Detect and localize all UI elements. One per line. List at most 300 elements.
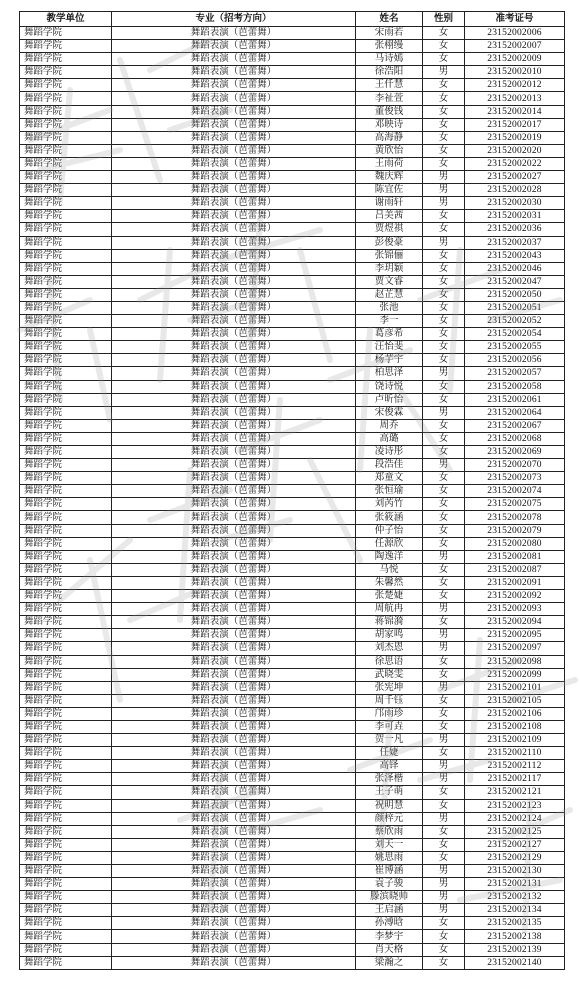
cell-name: 柏思泽 [356,367,423,380]
cell-name: 李祉萱 [356,92,423,105]
table-row [20,40,565,53]
cell-gender: 女 [423,157,465,170]
cell-unit: 舞蹈学院 [20,563,112,576]
cell-unit: 舞蹈学院 [20,917,112,930]
cell-exam-number: 23152002009 [465,53,565,66]
cell-unit: 舞蹈学院 [20,760,112,773]
cell-unit: 舞蹈学院 [20,616,112,629]
cell-exam-number: 23152002056 [465,354,565,367]
table-row [20,760,565,773]
cell-major: 舞蹈表演（芭蕾舞） [112,262,356,275]
table-row [20,668,565,681]
cell-gender: 女 [423,707,465,720]
table-row [20,157,565,170]
cell-exam-number: 23152002108 [465,720,565,733]
table-row [20,53,565,66]
table-row [20,865,565,878]
table-row [20,616,565,629]
table-row [20,275,565,288]
table-row [20,367,565,380]
cell-name: 贾煜祺 [356,223,423,236]
cell-name: 贺一凡 [356,734,423,747]
cell-exam-number: 23152002007 [465,40,565,53]
cell-major: 舞蹈表演（芭蕾舞） [112,66,356,79]
cell-unit: 舞蹈学院 [20,432,112,445]
cell-name: 胡家鸣 [356,629,423,642]
cell-gender: 男 [423,550,465,563]
cell-name: 李梦宇 [356,930,423,943]
table-row [20,537,565,550]
cell-gender: 女 [423,275,465,288]
cell-exam-number: 23152002036 [465,223,565,236]
table-row [20,315,565,328]
cell-name: 张池 [356,301,423,314]
cell-gender: 女 [423,472,465,485]
table-row [20,131,565,144]
cell-unit: 舞蹈学院 [20,92,112,105]
cell-exam-number: 23152002030 [465,197,565,210]
cell-major: 舞蹈表演（芭蕾舞） [112,694,356,707]
cell-unit: 舞蹈学院 [20,550,112,563]
cell-gender: 女 [423,249,465,262]
header-gender: 性别 [423,12,465,27]
cell-exam-number: 23152002127 [465,838,565,851]
cell-unit: 舞蹈学院 [20,773,112,786]
cell-unit: 舞蹈学院 [20,53,112,66]
cell-major: 舞蹈表演（芭蕾舞） [112,904,356,917]
cell-exam-number: 23152002019 [465,131,565,144]
cell-name: 董俊钱 [356,105,423,118]
cell-gender: 女 [423,930,465,943]
cell-exam-number: 23152002101 [465,681,565,694]
cell-name: 武晓雯 [356,668,423,681]
cell-gender: 女 [423,210,465,223]
cell-name: 颜梓元 [356,812,423,825]
table-row [20,694,565,707]
cell-unit: 舞蹈学院 [20,315,112,328]
table-row [20,904,565,917]
cell-gender: 女 [423,301,465,314]
cell-name: 马悦 [356,563,423,576]
cell-unit: 舞蹈学院 [20,603,112,616]
cell-exam-number: 23152002123 [465,799,565,812]
cell-unit: 舞蹈学院 [20,66,112,79]
cell-unit: 舞蹈学院 [20,851,112,864]
cell-gender: 男 [423,878,465,891]
cell-major: 舞蹈表演（芭蕾舞） [112,851,356,864]
cell-unit: 舞蹈学院 [20,393,112,406]
cell-exam-number: 23152002079 [465,524,565,537]
cell-gender: 女 [423,118,465,131]
cell-major: 舞蹈表演（芭蕾舞） [112,891,356,904]
cell-unit: 舞蹈学院 [20,210,112,223]
cell-exam-number: 23152002125 [465,825,565,838]
cell-name: 王雨荷 [356,157,423,170]
cell-unit: 舞蹈学院 [20,197,112,210]
table-row [20,472,565,485]
cell-gender: 女 [423,956,465,969]
cell-exam-number: 23152002131 [465,878,565,891]
cell-name: 蒋锦漪 [356,616,423,629]
cell-exam-number: 23152002092 [465,590,565,603]
table-row [20,459,565,472]
cell-unit: 舞蹈学院 [20,249,112,262]
cell-major: 舞蹈表演（芭蕾舞） [112,485,356,498]
cell-name: 赵芷慧 [356,288,423,301]
cell-name: 陶逸洋 [356,550,423,563]
cell-major: 舞蹈表演（芭蕾舞） [112,79,356,92]
cell-unit: 舞蹈学院 [20,747,112,760]
cell-exam-number: 23152002052 [465,315,565,328]
cell-exam-number: 23152002081 [465,550,565,563]
cell-major: 舞蹈表演（芭蕾舞） [112,773,356,786]
header-row [20,12,565,27]
cell-name: 姚思雨 [356,851,423,864]
header-unit: 教学单位 [20,12,112,27]
cell-exam-number: 23152002027 [465,171,565,184]
cell-major: 舞蹈表演（芭蕾舞） [112,760,356,773]
cell-name: 周乔 [356,419,423,432]
cell-unit: 舞蹈学院 [20,668,112,681]
cell-name: 贾文睿 [356,275,423,288]
cell-gender: 女 [423,79,465,92]
cell-name: 高璐 [356,432,423,445]
cell-unit: 舞蹈学院 [20,184,112,197]
cell-unit: 舞蹈学院 [20,472,112,485]
table-row [20,485,565,498]
cell-name: 饶诗悦 [356,380,423,393]
table-row [20,118,565,131]
cell-unit: 舞蹈学院 [20,786,112,799]
admission-table [19,11,565,970]
cell-name: 张泽楷 [356,773,423,786]
cell-exam-number: 23152002078 [465,511,565,524]
cell-unit: 舞蹈学院 [20,838,112,851]
cell-unit: 舞蹈学院 [20,79,112,92]
cell-exam-number: 23152002112 [465,760,565,773]
cell-major: 舞蹈表演（芭蕾舞） [112,878,356,891]
cell-major: 舞蹈表演（芭蕾舞） [112,131,356,144]
table-row [20,236,565,249]
cell-name: 凌诗彤 [356,446,423,459]
header-name: 姓名 [356,12,423,27]
cell-gender: 女 [423,838,465,851]
cell-name: 王仟慧 [356,79,423,92]
cell-major: 舞蹈表演（芭蕾舞） [112,668,356,681]
table-row [20,92,565,105]
cell-gender: 女 [423,53,465,66]
cell-name: 李一 [356,315,423,328]
cell-gender: 男 [423,367,465,380]
table-row [20,878,565,891]
cell-exam-number: 23152002051 [465,301,565,314]
cell-major: 舞蹈表演（芭蕾舞） [112,603,356,616]
cell-exam-number: 23152002057 [465,367,565,380]
table-row [20,446,565,459]
table-row [20,288,565,301]
cell-name: 黄欣怡 [356,144,423,157]
cell-gender: 女 [423,354,465,367]
cell-unit: 舞蹈学院 [20,40,112,53]
cell-name: 张宪坤 [356,681,423,694]
cell-major: 舞蹈表演（芭蕾舞） [112,157,356,170]
cell-unit: 舞蹈学院 [20,262,112,275]
cell-major: 舞蹈表演（芭蕾舞） [112,184,356,197]
cell-gender: 女 [423,328,465,341]
cell-name: 任婕 [356,747,423,760]
cell-name: 周航冉 [356,603,423,616]
cell-name: 张栩缦 [356,40,423,53]
cell-major: 舞蹈表演（芭蕾舞） [112,197,356,210]
table-row [20,432,565,445]
cell-name: 朱馨然 [356,576,423,589]
table-row [20,79,565,92]
cell-exam-number: 23152002020 [465,144,565,157]
table-row [20,66,565,79]
cell-gender: 男 [423,891,465,904]
cell-gender: 女 [423,315,465,328]
cell-exam-number: 23152002129 [465,851,565,864]
cell-name: 高海静 [356,131,423,144]
cell-name: 徐浩阳 [356,66,423,79]
cell-major: 舞蹈表演（芭蕾舞） [112,943,356,956]
table-row [20,184,565,197]
table-row [20,825,565,838]
cell-exam-number: 23152002074 [465,485,565,498]
cell-major: 舞蹈表演（芭蕾舞） [112,655,356,668]
cell-gender: 女 [423,694,465,707]
cell-exam-number: 23152002022 [465,157,565,170]
cell-exam-number: 23152002087 [465,563,565,576]
cell-gender: 女 [423,511,465,524]
cell-gender: 男 [423,459,465,472]
table-row [20,851,565,864]
cell-major: 舞蹈表演（芭蕾舞） [112,747,356,760]
cell-gender: 女 [423,655,465,668]
cell-unit: 舞蹈学院 [20,157,112,170]
cell-gender: 女 [423,524,465,537]
cell-name: 仲子怡 [356,524,423,537]
cell-major: 舞蹈表演（芭蕾舞） [112,354,356,367]
cell-name: 魏庆辉 [356,171,423,184]
cell-gender: 女 [423,446,465,459]
table-row [20,642,565,655]
cell-gender: 男 [423,603,465,616]
table-row [20,27,565,40]
cell-gender: 男 [423,904,465,917]
table-body [20,27,565,970]
cell-exam-number: 23152002130 [465,865,565,878]
table-row [20,917,565,930]
cell-gender: 男 [423,197,465,210]
cell-exam-number: 23152002117 [465,773,565,786]
cell-major: 舞蹈表演（芭蕾舞） [112,642,356,655]
cell-exam-number: 23152002109 [465,734,565,747]
cell-exam-number: 23152002094 [465,616,565,629]
cell-major: 舞蹈表演（芭蕾舞） [112,288,356,301]
cell-name: 孙溥晗 [356,917,423,930]
cell-unit: 舞蹈学院 [20,367,112,380]
cell-unit: 舞蹈学院 [20,459,112,472]
cell-gender: 男 [423,760,465,773]
cell-gender: 女 [423,747,465,760]
cell-name: 高铎 [356,760,423,773]
table-row [20,105,565,118]
cell-unit: 舞蹈学院 [20,380,112,393]
cell-name: 祝明慧 [356,799,423,812]
table-row [20,943,565,956]
cell-unit: 舞蹈学院 [20,511,112,524]
cell-gender: 女 [423,590,465,603]
table-row [20,171,565,184]
cell-major: 舞蹈表演（芭蕾舞） [112,118,356,131]
table-row [20,734,565,747]
cell-gender: 女 [423,943,465,956]
table-row [20,786,565,799]
table-row [20,524,565,537]
cell-unit: 舞蹈学院 [20,118,112,131]
cell-exam-number: 23152002058 [465,380,565,393]
cell-unit: 舞蹈学院 [20,171,112,184]
cell-major: 舞蹈表演（芭蕾舞） [112,301,356,314]
cell-major: 舞蹈表演（芭蕾舞） [112,524,356,537]
cell-unit: 舞蹈学院 [20,734,112,747]
cell-major: 舞蹈表演（芭蕾舞） [112,629,356,642]
table-row [20,799,565,812]
cell-name: 李玥颖 [356,262,423,275]
cell-gender: 女 [423,563,465,576]
table-row [20,563,565,576]
cell-exam-number: 23152002106 [465,707,565,720]
cell-major: 舞蹈表演（芭蕾舞） [112,838,356,851]
header-exam-number: 准考证号 [465,12,565,27]
cell-major: 舞蹈表演（芭蕾舞） [112,393,356,406]
cell-exam-number: 23152002012 [465,79,565,92]
cell-unit: 舞蹈学院 [20,354,112,367]
cell-major: 舞蹈表演（芭蕾舞） [112,432,356,445]
cell-exam-number: 23152002105 [465,694,565,707]
cell-gender: 女 [423,537,465,550]
cell-unit: 舞蹈学院 [20,288,112,301]
cell-exam-number: 23152002095 [465,629,565,642]
table-row [20,380,565,393]
cell-unit: 舞蹈学院 [20,904,112,917]
cell-gender: 女 [423,432,465,445]
cell-name: 刘芮竹 [356,498,423,511]
cell-exam-number: 23152002080 [465,537,565,550]
cell-exam-number: 23152002110 [465,747,565,760]
table-row [20,930,565,943]
table-row [20,812,565,825]
table-row [20,197,565,210]
cell-exam-number: 23152002075 [465,498,565,511]
cell-major: 舞蹈表演（芭蕾舞） [112,53,356,66]
cell-gender: 女 [423,485,465,498]
cell-major: 舞蹈表演（芭蕾舞） [112,446,356,459]
cell-gender: 男 [423,171,465,184]
cell-unit: 舞蹈学院 [20,446,112,459]
cell-major: 舞蹈表演（芭蕾舞） [112,380,356,393]
cell-exam-number: 23152002134 [465,904,565,917]
cell-name: 卢昕怡 [356,393,423,406]
cell-unit: 舞蹈学院 [20,406,112,419]
cell-name: 李可垚 [356,720,423,733]
table-row [20,498,565,511]
cell-exam-number: 23152002054 [465,328,565,341]
cell-exam-number: 23152002091 [465,576,565,589]
cell-major: 舞蹈表演（芭蕾舞） [112,419,356,432]
cell-unit: 舞蹈学院 [20,681,112,694]
cell-major: 舞蹈表演（芭蕾舞） [112,341,356,354]
cell-name: 宋雨若 [356,27,423,40]
cell-major: 舞蹈表演（芭蕾舞） [112,825,356,838]
cell-name: 蔡欣雨 [356,825,423,838]
cell-name: 张锦俪 [356,249,423,262]
table-row [20,603,565,616]
cell-name: 郑童文 [356,472,423,485]
cell-name: 彭俊豪 [356,236,423,249]
cell-gender: 男 [423,629,465,642]
cell-exam-number: 23152002006 [465,27,565,40]
table-row [20,655,565,668]
cell-major: 舞蹈表演（芭蕾舞） [112,92,356,105]
table-row [20,720,565,733]
cell-unit: 舞蹈学院 [20,236,112,249]
cell-major: 舞蹈表演（芭蕾舞） [112,472,356,485]
cell-unit: 舞蹈学院 [20,27,112,40]
table-row [20,301,565,314]
cell-gender: 女 [423,288,465,301]
table-row [20,262,565,275]
cell-unit: 舞蹈学院 [20,878,112,891]
cell-name: 王子萌 [356,786,423,799]
cell-major: 舞蹈表演（芭蕾舞） [112,105,356,118]
cell-unit: 舞蹈学院 [20,144,112,157]
cell-exam-number: 23152002070 [465,459,565,472]
cell-gender: 男 [423,642,465,655]
cell-exam-number: 23152002014 [465,105,565,118]
cell-exam-number: 23152002132 [465,891,565,904]
table-row [20,210,565,223]
cell-gender: 男 [423,812,465,825]
cell-name: 葛彦希 [356,328,423,341]
cell-major: 舞蹈表演（芭蕾舞） [112,537,356,550]
cell-major: 舞蹈表演（芭蕾舞） [112,786,356,799]
table-row [20,223,565,236]
cell-unit: 舞蹈学院 [20,720,112,733]
cell-gender: 女 [423,668,465,681]
cell-name: 张恒瑜 [356,485,423,498]
cell-major: 舞蹈表演（芭蕾舞） [112,930,356,943]
table-row [20,249,565,262]
cell-name: 邓映诗 [356,118,423,131]
cell-gender: 女 [423,720,465,733]
cell-gender: 女 [423,576,465,589]
cell-major: 舞蹈表演（芭蕾舞） [112,616,356,629]
cell-gender: 男 [423,184,465,197]
table-row [20,576,565,589]
cell-unit: 舞蹈学院 [20,485,112,498]
cell-unit: 舞蹈学院 [20,891,112,904]
cell-major: 舞蹈表演（芭蕾舞） [112,275,356,288]
table-row [20,393,565,406]
cell-exam-number: 23152002031 [465,210,565,223]
cell-name: 杨芋宇 [356,354,423,367]
cell-exam-number: 23152002135 [465,917,565,930]
cell-exam-number: 23152002050 [465,288,565,301]
cell-unit: 舞蹈学院 [20,576,112,589]
table-row [20,590,565,603]
